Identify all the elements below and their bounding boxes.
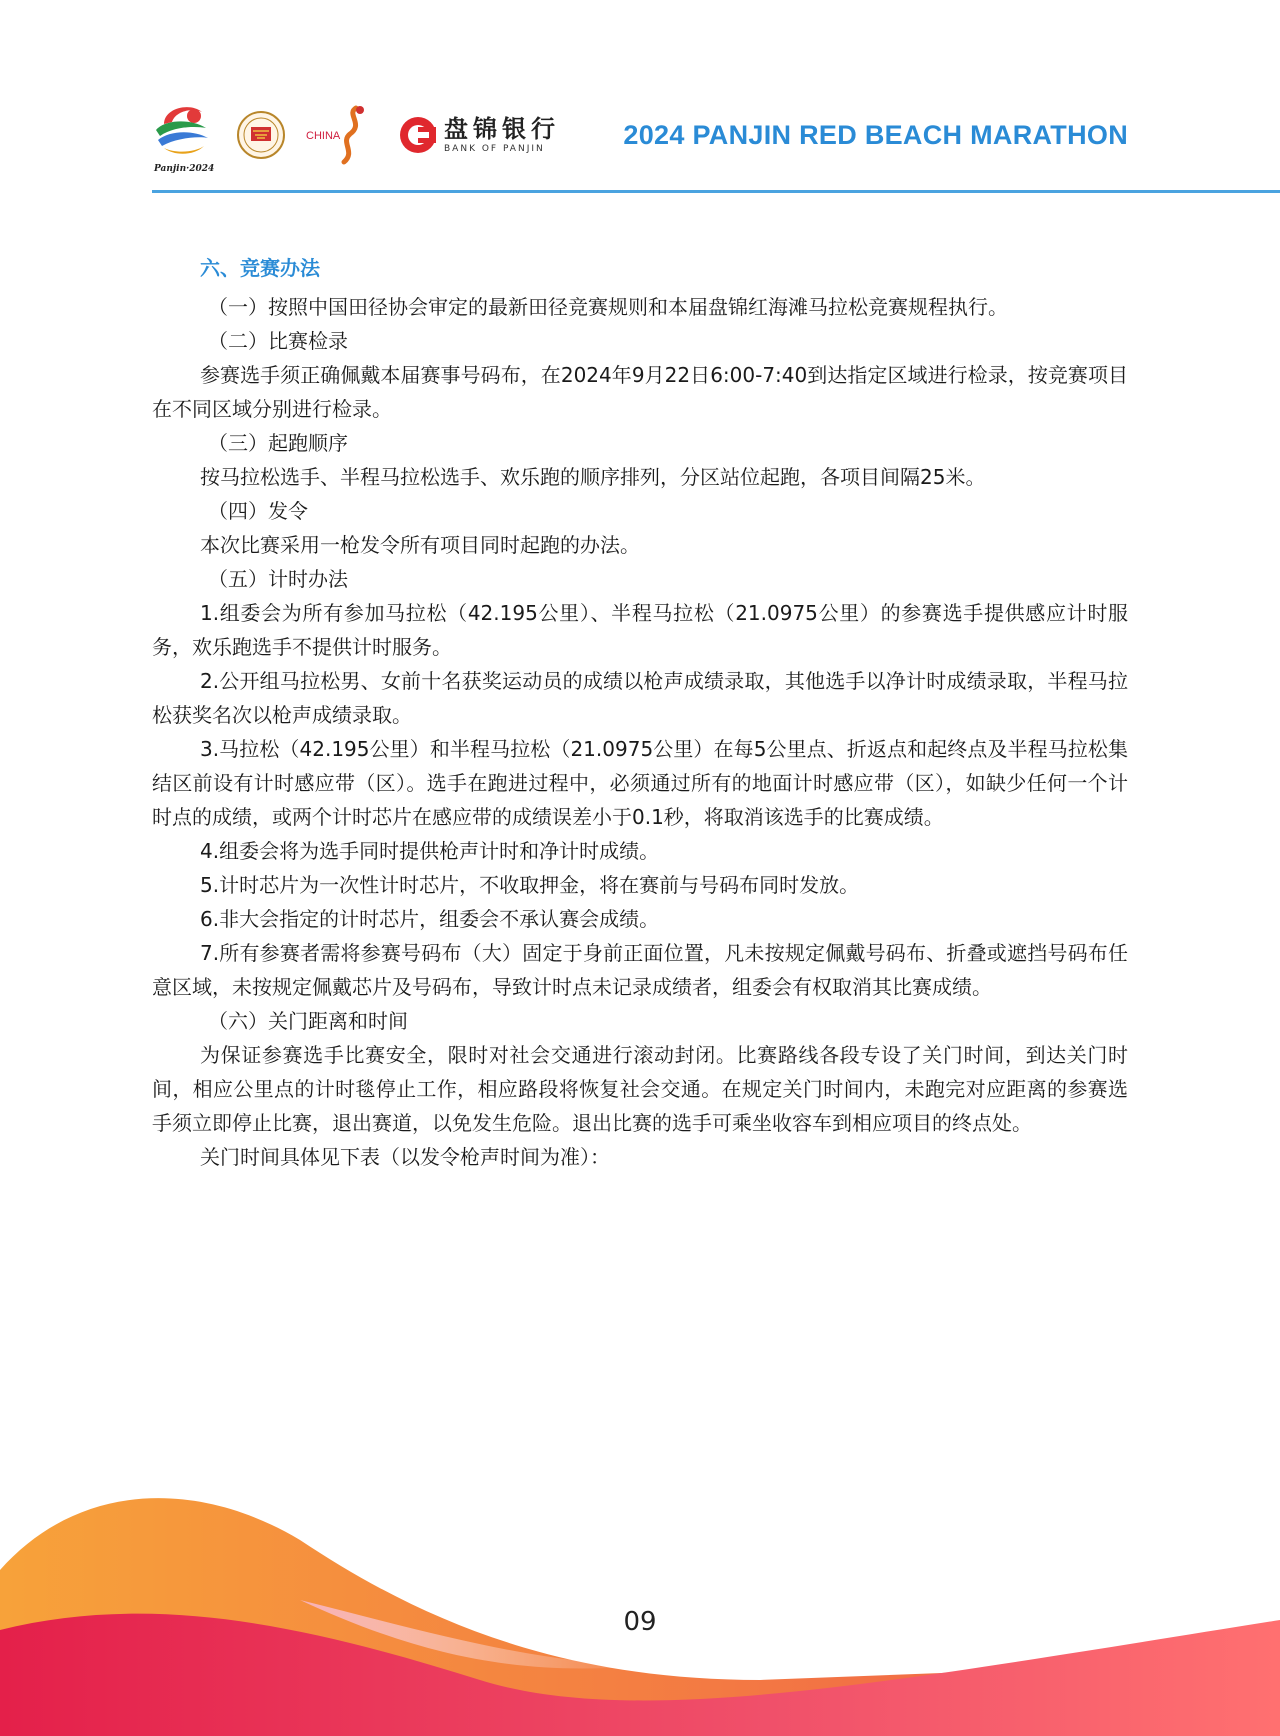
sponsor-logos — [150, 100, 580, 174]
paragraph: 关门时间具体见下表（以发令枪声时间为准）： — [200, 1145, 610, 1169]
china-logo-caption: CHINA — [306, 130, 341, 142]
china-marathon-logo-icon — [306, 104, 378, 166]
page-header — [0, 0, 1280, 200]
paragraph: 4.组委会将为选手同时提供枪声计时和净计时成绩。 — [200, 839, 660, 863]
panjin-2024-logo-icon — [150, 100, 216, 174]
main-content — [152, 252, 1128, 1174]
bank-of-panjin-logo-icon — [398, 115, 438, 155]
subheading: （二）比赛检录 — [208, 329, 348, 353]
subheading: （五）计时办法 — [208, 567, 348, 591]
bank-name-en: BANK OF PANJIN — [444, 143, 545, 154]
subheading: （三）起跑顺序 — [208, 431, 348, 455]
paragraph: 2.公开组马拉松男、女前十名获奖运动员的成绩以枪声成绩录取，其他选手以净计时成绩录取，半程马拉松获奖名次以枪声成绩录取。 — [152, 669, 1128, 727]
paragraph: 6.非大会指定的计时芯片，组委会不承认赛会成绩。 — [200, 907, 660, 931]
paragraph: 按马拉松选手、半程马拉松选手、欢乐跑的顺序排列，分区站位起跑，各项目间隔25米。 — [200, 465, 986, 489]
section-heading: 六、竞赛办法 — [200, 256, 320, 280]
bank-name-cn: 盘锦银行 — [444, 114, 560, 143]
event-title: 2024 PANJIN RED BEACH MARATHON — [623, 120, 1128, 150]
athletics-association-emblem-icon — [236, 107, 286, 163]
paragraph: 1.组委会为所有参加马拉松（42.195公里）、半程马拉松（21.0975公里）的参赛选手提供感应计时服务，欢乐跑选手不提供计时服务。 — [152, 601, 1128, 659]
paragraph: 为保证参赛选手比赛安全，限时对社会交通进行滚动封闭。比赛路线各段专设了关门时间，到达关门时间，相应公里点的计时毯停止工作，相应路段将恢复社会交通。在规定关门时间内，未跑完对应距离的参赛选手须立即停止比赛，退出赛道，以免发生危险。退出比赛的选手可乘坐收容车到相应项目的终点处。 — [152, 1043, 1128, 1135]
bank-of-panjin-logo — [398, 115, 560, 155]
paragraph: 5.计时芯片为一次性计时芯片，不收取押金，将在赛前与号码布同时发放。 — [200, 873, 860, 897]
paragraph: 7.所有参赛者需将参赛号码布（大）固定于身前正面位置，凡未按规定佩戴号码布、折叠或遮挡号码布任意区域，未按规定佩戴芯片及号码布，导致计时点未记录成绩者，组委会有权取消其比赛成绩。 — [152, 941, 1128, 999]
paragraph: 参赛选手须正确佩戴本届赛事号码布，在2024年9月22日6:00-7:40到达指定区域进行检录，按竞赛项目在不同区域分别进行检录。 — [152, 363, 1128, 421]
subheading: （四）发令 — [208, 499, 308, 523]
paragraph: 本次比赛采用一枪发令所有项目同时起跑的办法。 — [200, 533, 640, 557]
subheading: （六）关门距离和时间 — [208, 1009, 408, 1033]
header-divider — [152, 190, 1280, 193]
panjin-logo-caption: Panjin·2024 — [154, 164, 215, 174]
paragraph: （一）按照中国田径协会审定的最新田径竞赛规则和本届盘锦红海滩马拉松竞赛规程执行。 — [208, 295, 1008, 319]
page-number: 09 — [623, 1607, 657, 1637]
paragraph: 3.马拉松（42.195公里）和半程马拉松（21.0975公里）在每5公里点、折返点和起终点及半程马拉松集结区前设有计时感应带（区）。选手在跑进过程中，必须通过所有的地面计时感应带（区），如缺少任何一个计时点的成绩，或两个计时芯片在感应带的成绩误差小于0.1秒，将取消该选手的比赛成绩。 — [152, 737, 1128, 829]
